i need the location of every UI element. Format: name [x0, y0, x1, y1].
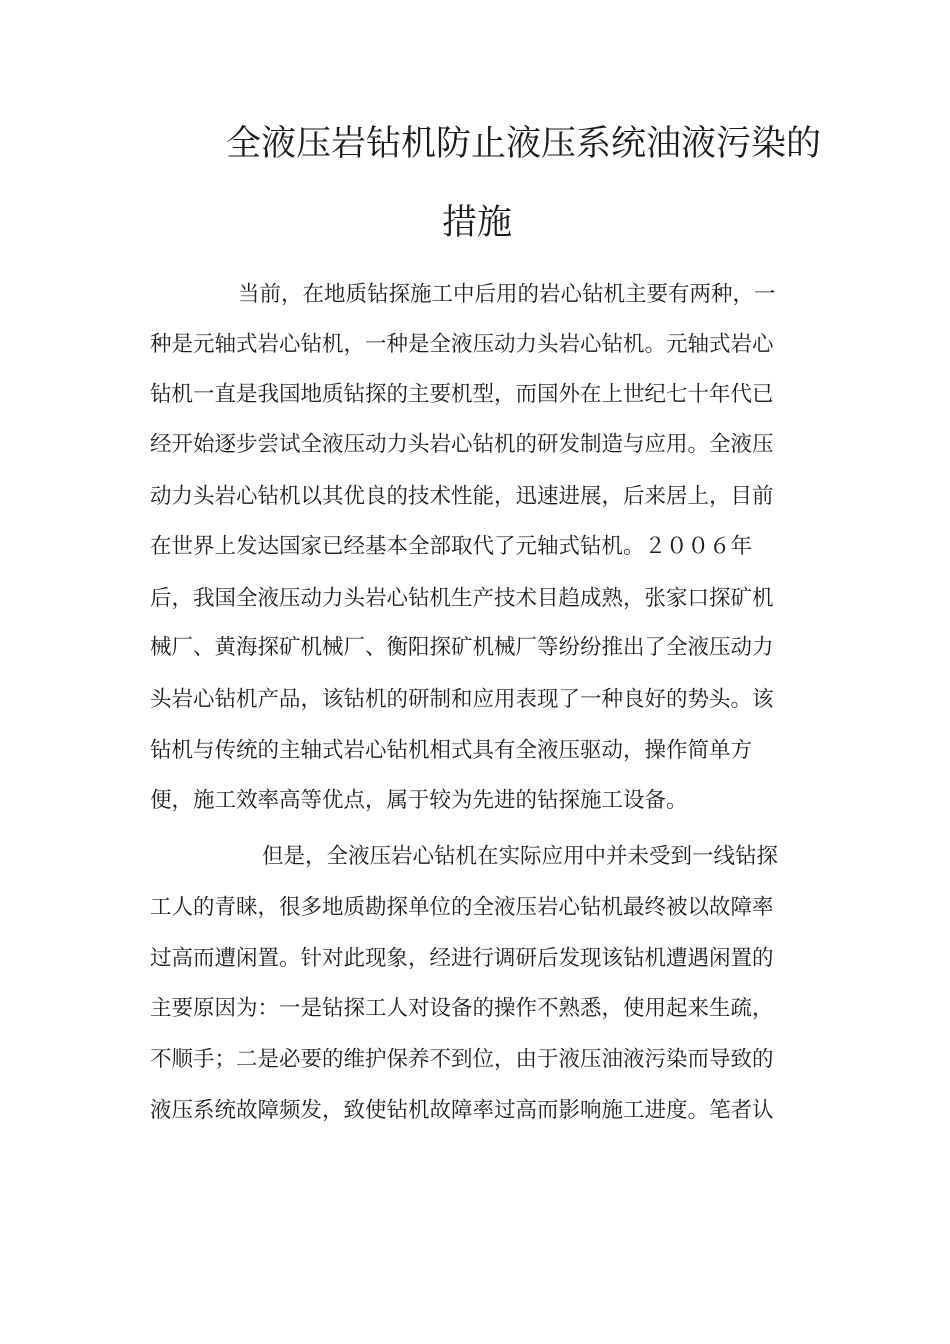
- paragraph-1-line-7: 后，我国全液压动力头岩心钻机生产技术目趋成熟，张家口探矿机: [150, 586, 774, 611]
- paragraph-2-line-6: 液压系统故障频发，致使钻机故障率过高而影响施工进度。笔者认: [150, 1098, 774, 1123]
- paragraph-1-line-5: 动力头岩心钻机以其优良的技术性能，迅速进展，后来居上，目前: [150, 484, 774, 509]
- paragraph-1-line-6: 在世界上发达国家已经基本全部取代了元轴式钻机。２００６年: [150, 534, 753, 559]
- paragraph-2-line-1: 但是，全液压岩心钻机在实际应用中并未受到一线钻探: [262, 844, 779, 869]
- paragraph-1-line-1: 当前，在地质钻探施工中后用的岩心钻机主要有两种，一: [238, 282, 776, 307]
- paragraph-1-line-4: 经开始逐步尝试全液压动力头岩心钻机的研发制造与应用。全液压: [150, 432, 774, 457]
- paragraph-1-line-2: 种是元轴式岩心钻机，一种是全液压动力头岩心钻机。元轴式岩心: [150, 332, 774, 357]
- paragraph-2-line-4: 主要原因为：一是钻探工人对设备的操作不熟悉，使用起来生疏，: [150, 996, 774, 1021]
- paragraph-2-line-3: 过高而遭闲置。针对此现象，经进行调研后发现该钻机遭遇闲置的: [150, 946, 774, 971]
- paragraph-1-line-3: 钻机一直是我国地质钻探的主要机型，而国外在上世纪七十年代已: [150, 382, 774, 407]
- paragraph-1-line-8: 械厂、黄海探矿机械厂、衡阳探矿机械厂等纷纷推出了全液压动力: [150, 635, 774, 660]
- document-title-line-1: 全液压岩钻机防止液压系统油液污染的: [226, 124, 822, 164]
- document-title-line-2: 措施: [442, 203, 513, 243]
- paragraph-1-line-11: 便，施工效率高等优点，属于较为先进的钻探施工设备。: [150, 788, 688, 813]
- paragraph-1-line-10: 钻机与传统的主轴式岩心钻机相式具有全液压驱动，操作简单方: [150, 738, 753, 763]
- paragraph-2-line-2: 工人的青睐，很多地质勘探单位的全液压岩心钻机最终被以故障率: [150, 895, 774, 920]
- paragraph-2-line-5: 不顺手；二是必要的维护保养不到位，由于液压油液污染而导致的: [150, 1047, 774, 1072]
- paragraph-1-line-9: 头岩心钻机产品，该钻机的研制和应用表现了一种良好的势头。该: [150, 687, 774, 712]
